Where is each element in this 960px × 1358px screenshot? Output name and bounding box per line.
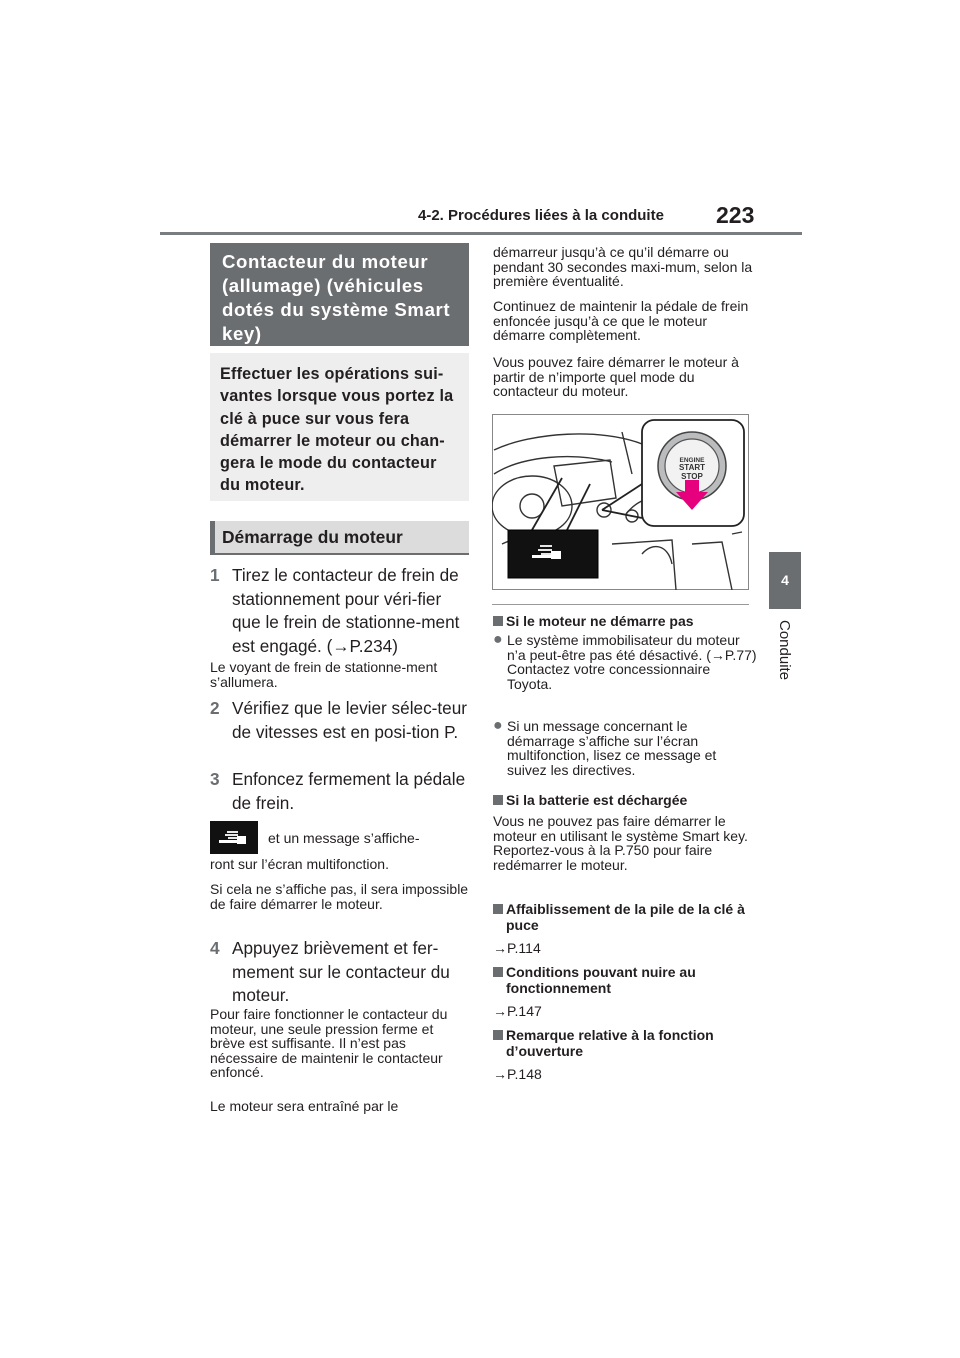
step-4	[210, 937, 472, 1009]
icon-caption-cont: ront sur l’écran multifonction.	[210, 856, 389, 872]
paragraph: Continuez de maintenir la pédale de frein enfoncée jusqu’à ce que le moteur démarre complètement.	[493, 298, 749, 344]
square-bullet-icon	[493, 616, 503, 626]
bullet-item: ● Le système immobilisateur du moteur n’a peut-être pas été désactivé. (→P.77) Contactez votre concessionnaire Toyota.	[493, 631, 757, 692]
step-4-note-cont: Le moteur sera entraîné par le	[210, 1098, 399, 1114]
step-text: Enfoncez fermement la pédale de frein.	[232, 769, 466, 813]
header-rule	[160, 232, 802, 235]
bullet-dot-icon: ●	[493, 717, 503, 734]
note-heading: Si le moteur ne démarre pas	[493, 614, 755, 630]
note-heading: Affaiblissement de la pile de la clé à puce	[493, 902, 755, 933]
paragraph: Vous pouvez faire démarrer le moteur à partir de n’importe quel mode du contacteur du moteur.	[493, 354, 739, 400]
square-bullet-icon	[493, 967, 503, 977]
chapter-tab[interactable]: 4	[769, 552, 801, 609]
bullet-dot-icon: ●	[493, 631, 503, 648]
page-reference[interactable]: →P.147	[493, 1003, 542, 1019]
section-title: Contacteur du moteur (allumage) (véhicules dotés du système Smart key)	[210, 243, 469, 346]
page-reference[interactable]: →P.148	[493, 1066, 542, 1082]
note-heading: Remarque relative à la fonction d’ouverture	[493, 1028, 755, 1059]
paragraph: démarreur jusqu’à ce qu’il démarre ou pendant 30 secondes maxi-mum, selon la première éventualité.	[493, 244, 753, 290]
step-3-note: Si cela ne s’affiche pas, il sera impossible de faire démarrer le moteur.	[210, 881, 469, 912]
page-reference[interactable]: →P.114	[493, 940, 541, 956]
page-number: 223	[716, 202, 755, 228]
step-number: 4	[210, 938, 220, 958]
key-indicator-icon	[210, 821, 258, 854]
engine-switch-illustration	[492, 414, 749, 590]
step-text: Appuyez brièvement et fer-mement sur le contacteur du moteur.	[232, 938, 450, 1005]
step-text: Vérifiez que le levier sélec-teur de vitesses est en posi-tion P.	[232, 698, 468, 742]
step-number: 3	[210, 769, 220, 789]
section-header: 4-2. Procédures liées à la conduite	[418, 207, 664, 224]
step-number: 1	[210, 565, 220, 585]
chapter-label	[773, 620, 797, 700]
step-text: Tirez le contacteur de frein de stationnement pour véri-fier que le frein de stationne-ment est engagé. (→P.234)	[232, 565, 460, 656]
icon-caption: et un message s’affiche-	[268, 830, 420, 846]
note-heading: Conditions pouvant nuire au fonctionnement	[493, 965, 755, 996]
step-3	[210, 768, 472, 816]
divider	[492, 604, 749, 605]
square-bullet-icon	[493, 1030, 503, 1040]
step-1-note: Le voyant de frein de stationne-ment s’allumera.	[210, 659, 438, 690]
step-2	[210, 697, 472, 769]
step-4-note: Pour faire fonctionner le contacteur du moteur, une seule pression ferme et brève est suffisante. Il n’est pas nécessaire de maintenir le contacteur enfoncé.	[210, 1006, 448, 1081]
chapter-label-text: Conduite	[776, 620, 793, 681]
engine-button-label: ENGINE START STOP	[678, 457, 706, 481]
bullet-item: ● Si un message concernant le démarrage s’affiche sur l’écran multifonction, lisez ce message et suivez les directives.	[493, 717, 717, 778]
step-1	[210, 564, 472, 658]
note-heading: Si la batterie est déchargée	[493, 793, 755, 809]
step-number: 2	[210, 698, 220, 718]
subheading: Démarrage du moteur	[210, 521, 469, 555]
square-bullet-icon	[493, 795, 503, 805]
intro-box: Effectuer les opérations sui-vantes lorsque vous portez la clé à puce sur vous fera démarrer le moteur ou chan-gera le mode du contacteur du moteur.	[210, 353, 469, 501]
paragraph: Vous ne pouvez pas faire démarrer le moteur en utilisant le système Smart key. Reportez-vous à la P.750 pour faire redémarrer le moteur.	[493, 813, 748, 873]
square-bullet-icon	[493, 904, 503, 914]
